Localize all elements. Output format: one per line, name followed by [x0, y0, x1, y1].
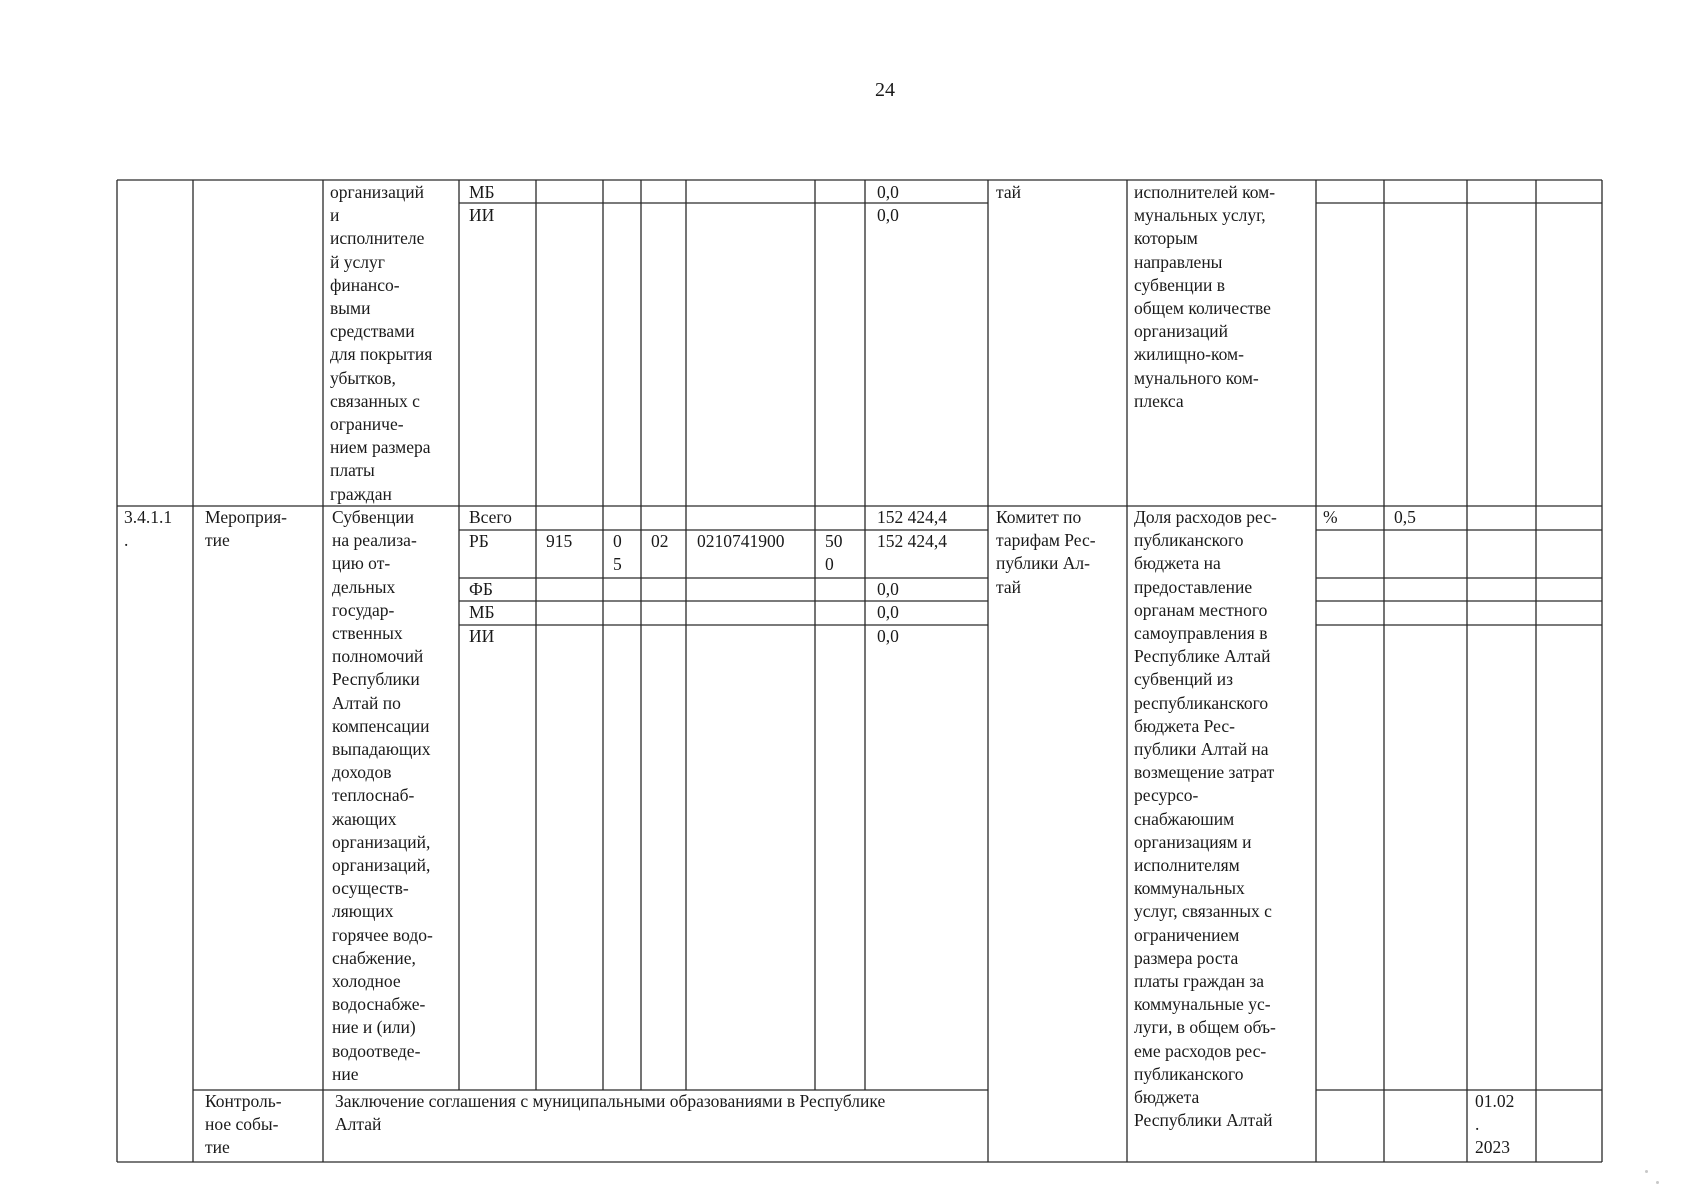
top-source-mb: МБ	[469, 182, 495, 202]
amount-total: 152 424,4	[877, 507, 947, 527]
scan-speck	[1645, 1170, 1648, 1173]
top-amount-mb: 0,0	[877, 182, 899, 202]
page-number: 24	[875, 79, 895, 101]
amount-fb: 0,0	[877, 579, 899, 599]
control-event-type: Контроль- ное собы- тие	[205, 1091, 282, 1158]
top-indicator: исполнителей ком- мунальных услуг, которым направлены субвенции в общем количестве организаций жилищно-ком- мунального ком- плекса	[1134, 182, 1276, 411]
top-amount-ii: 0,0	[877, 205, 899, 225]
scan-speck	[1656, 1181, 1659, 1184]
control-event-date: 01.02 . 2023	[1475, 1091, 1515, 1158]
amount-ii: 0,0	[877, 626, 899, 646]
event-executor: Комитет по тарифам Рес- публики Ал- тай	[996, 507, 1096, 597]
rb-csr-code: 0210741900	[697, 531, 785, 551]
source-total: Всего	[469, 507, 512, 527]
amount-rb: 152 424,4	[877, 531, 947, 551]
rb-subsection-code: 02	[651, 531, 669, 551]
rb-vr-code: 50 0	[825, 531, 843, 575]
source-rb: РБ	[469, 531, 489, 551]
event-description: Субвенции на реализа- цию от- дельных государ- ственных полномочий Республики Алтай по компенсации выпадающих доходов теплоснаб- жающих организаций, организаций, осуществ- ляющих горячее водо- снабжение, холодное водоснабже- ние и (или) водоотведе- ние	[332, 507, 433, 1084]
indicator-value: 0,5	[1394, 507, 1416, 527]
event-indicator: Доля расходов рес- публиканского бюджета на предоставление органам местного самоуправления в Республике Алтай субвенций из республиканского бюджета Рес- публики Алтай на возмещение затрат ресурсо- снабжаюшим организациям и исполнителям коммунальных услуг, связанных с ограничением размера роста платы граждан за коммунальные ус- луги, в общем объ- еме расходов рес- публиканского бюджета Республики Алтай	[1134, 507, 1277, 1131]
amount-mb: 0,0	[877, 602, 899, 622]
rb-section-code: 0 5	[613, 531, 622, 575]
indicator-unit: %	[1323, 507, 1338, 527]
top-executor: тай	[996, 182, 1021, 202]
event-number: 3.4.1.1 .	[124, 507, 173, 551]
control-event-description: Заключение соглашения с муниципальными образованиями в Республике Алтай	[335, 1091, 886, 1135]
event-type: Мероприя- тие	[205, 507, 287, 551]
rb-grbs-code: 915	[546, 531, 573, 551]
source-ii: ИИ	[469, 626, 495, 646]
top-description: организаций и исполнителе й услуг финансо- выми средствами для покрытия убытков, связанных с ограниче- нием размера платы граждан	[330, 182, 433, 504]
top-source-ii: ИИ	[469, 205, 495, 225]
source-mb: МБ	[469, 602, 495, 622]
source-fb: ФБ	[469, 579, 493, 599]
